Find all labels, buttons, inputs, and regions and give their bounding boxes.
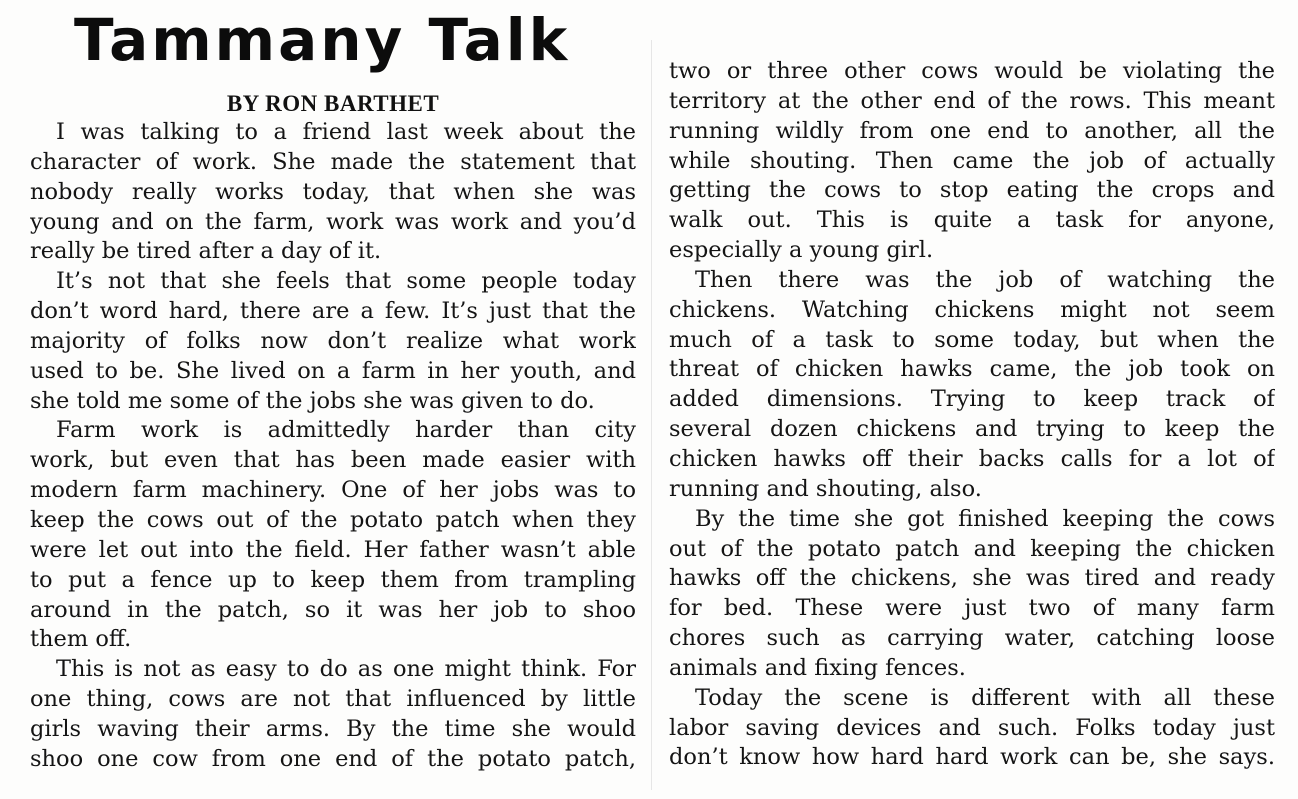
- text-line: she told me some of the jobs she was given to do.: [30, 387, 595, 414]
- text-line: By the time she got finished keeping the cows: [695, 505, 1275, 532]
- text-line: much of a task to some today, but when the: [669, 326, 1275, 353]
- text-line: out of the potato patch and keeping the chicken: [669, 535, 1275, 562]
- text-line: labor saving devices and such. Folks today just: [669, 714, 1275, 741]
- text-line: to put a fence up to keep them from trampling: [30, 566, 636, 593]
- right-text-column: [669, 57, 1275, 773]
- text-line: shoo one cow from one end of the potato patch,: [30, 745, 636, 772]
- text-line: chores such as carrying water, catching loose: [669, 625, 1275, 652]
- text-line: several dozen chickens and trying to keep the: [669, 416, 1275, 443]
- text-line: added dimensions. Trying to keep track of: [669, 386, 1275, 413]
- text-line: chicken hawks off their backs calls for a lot of: [669, 445, 1275, 472]
- text-line: nobody really works today, that when she was: [30, 178, 636, 205]
- text-line: Then there was the job of watching the: [695, 266, 1275, 293]
- text-line: while shouting. Then came the job of actually: [669, 147, 1275, 174]
- text-line: don’t word hard, there are a few. It’s just that the: [30, 298, 636, 325]
- text-line: don’t know how hard hard work can be, she says.: [669, 744, 1275, 771]
- byline: BY RON BARTHET: [226, 91, 440, 116]
- text-line: animals and fixing fences.: [669, 654, 966, 681]
- text-line: for bed. These were just two of many farm: [669, 595, 1275, 622]
- text-line: I was talking to a friend last week about the: [56, 119, 636, 145]
- text-line: getting the cows to stop eating the crops and: [669, 177, 1275, 204]
- text-line: especially a young girl.: [669, 237, 934, 264]
- text-line: running wildly from one end to another, all the: [669, 117, 1275, 144]
- text-line: two or three other cows would be violating the: [669, 58, 1275, 84]
- column-divider: [651, 40, 652, 790]
- text-line: used to be. She lived on a farm in her youth, and: [30, 357, 636, 384]
- text-line: majority of folks now don’t realize what work: [30, 327, 636, 354]
- left-text-column: [30, 118, 636, 775]
- text-line: walk out. This is quite a task for anyone,: [669, 207, 1275, 234]
- text-line: running and shouting, also.: [669, 475, 982, 502]
- text-line: around in the patch, so it was her job to shoo: [30, 596, 636, 623]
- text-line: work, but even that has been made easier with: [30, 447, 636, 474]
- text-line: character of work. She made the statement that: [30, 148, 636, 175]
- text-line: chickens. Watching chickens might not seem: [669, 296, 1275, 323]
- text-line: territory at the other end of the rows. This meant: [669, 87, 1275, 114]
- text-line: really be tired after a day of it.: [30, 238, 382, 265]
- text-line: Farm work is admittedly harder than city: [56, 417, 636, 444]
- column-title: Tammany Talk: [74, 6, 571, 74]
- text-line: It’s not that she feels that some people today: [56, 268, 636, 295]
- text-line: girls waving their arms. By the time she would: [30, 715, 636, 742]
- text-line: were let out into the field. Her father wasn’t able: [30, 536, 636, 563]
- text-line: keep the cows out of the potato patch when they: [30, 506, 636, 533]
- text-line: This is not as easy to do as one might think. For: [56, 656, 636, 683]
- text-line: modern farm machinery. One of her jobs was to: [30, 477, 636, 504]
- text-line: young and on the farm, work was work and you’d: [30, 208, 636, 235]
- text-line: them off.: [30, 626, 132, 653]
- text-line: hawks off the chickens, she was tired and ready: [669, 565, 1275, 592]
- text-line: one thing, cows are not that influenced by little: [30, 686, 636, 713]
- text-line: threat of chicken hawks came, the job took on: [669, 356, 1275, 383]
- text-line: Today the scene is different with all these: [695, 684, 1275, 711]
